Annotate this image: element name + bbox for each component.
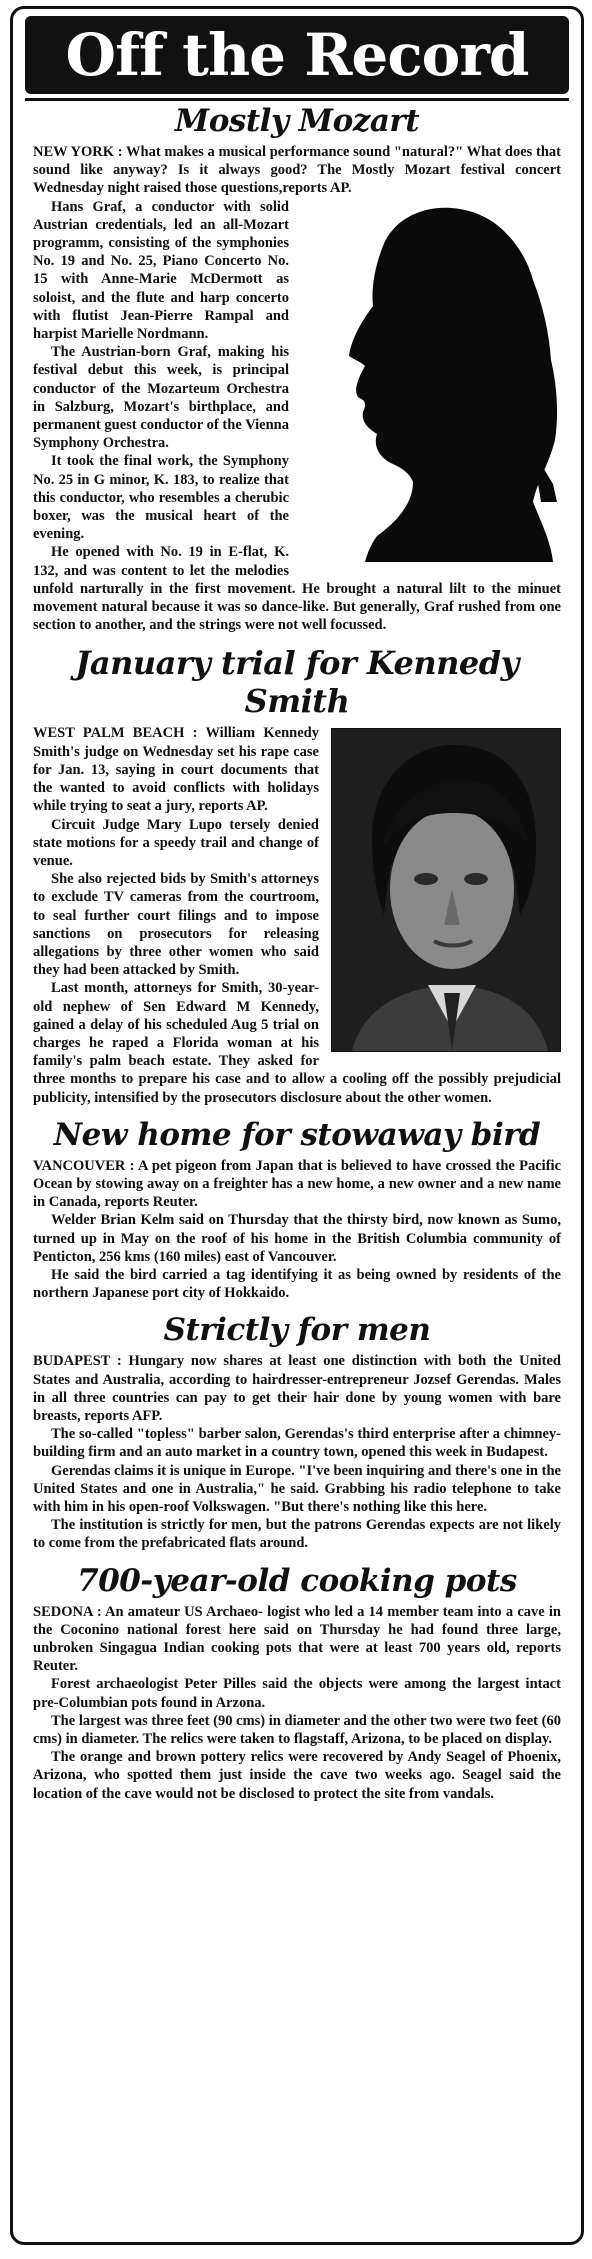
headline: Strictly for men [163,1312,431,1349]
story-strictly-for-men [33,1312,561,1552]
paragraph: He said the bird carried a tag identifying it as being owned by residents of the northern Japanese port city of Hokkaido. [33,1266,561,1302]
paragraph: He opened with No. 19 in E-flat, K. 132, and was content to let the melodies unfold narturally in the first movement. He brought a natural lilt to the minuet movement natural because it was so dance-like. But generally, Graf rushed from one section to another, and the strings were not well focussed. [33,544,561,634]
story-kennedy-smith [33,644,561,1106]
paragraph: SEDONA : An amateur US Archaeo- logist who led a 14 member team into a cave in the Coconino national forest here said on Thursday he had found three large, unbroken Singagua Indian cooking pots that were at least 700 years old, reports Reuter. [33,1603,561,1675]
paragraph: The institution is strictly for men, but the patrons Gerendas expects are not likely to come from the prefabricated flats around. [33,1517,561,1552]
masthead-rule [25,98,569,101]
paragraph: Hans Graf, a conductor with solid Austrian credentials, led an all-Mozart programm, consisting of the symphonies No. 19 and No. 25, Piano Concerto No. 15 with Anne-Marie McDermott as soloist, and the flute and harp concerto with flutist Jean-Pierre Rampal and harpist Marielle Nordmann. [33,198,289,343]
paragraph: VANCOUVER : A pet pigeon from Japan that is believed to have crossed the Pacific Ocean by stowing away on a freighter has a new home, a new owner and a new name in Canada, reports Reuter. [33,1157,561,1211]
paragraph: Forest archaeologist Peter Pilles said the objects were among the largest intact pre-Columbian pots found in Arzona. [33,1676,561,1711]
paragraph: WEST PALM BEACH : William Kennedy Smith's judge on Wednesday set his rape case for Jan. 13, saying in court documents that the wanted to avoid conflicts with holidays while trying to seat a jury, reports AP. [33,725,319,815]
paragraph: She also rejected bids by Smith's attorneys to exclude TV cameras from the courtroom, to seal further court filings and to impose sanctions on prosecutors for releasing allegations by three other women who said they had been attacked by Smith. [33,871,319,979]
paragraph: NEW YORK : What makes a musical performance sound "natural?" What does that sound like anyway? Is it always good? The Mostly Mozart festival concert Wednesday night raised those questions,reports AP. [33,144,561,197]
paragraph: The so-called "topless" barber salon, Gerendas's third enterprise after a chimney-building firm and an auto market in a country town, opened this week in Budapest. [33,1426,561,1461]
paragraph: Last month, attorneys for Smith, 30-year-old nephew of Sen Edward M Kennedy, gained a delay of his scheduled Aug 5 trial on charges he raped a Florida woman at his family's palm beach estate. They asked for three months to prepare his case and to allow a cooling off the possibly prejudicial publicity, intensified by the prosecutors disclosure about the other women. [33,980,561,1106]
story-mostly-mozart [33,103,561,634]
article-column [13,103,581,1803]
paragraph: Circuit Judge Mary Lupo tersely denied state motions for a speedy trail and change of venue. [33,816,319,869]
headline: 700-year-old cooking pots [77,1562,517,1599]
paragraph: The largest was three feet (90 cms) in diameter and the other two were two feet (60 cms) in diameter. The relics were taken to flagstaff, Arizona, to be placed on display. [33,1712,561,1748]
newspaper-page [10,6,584,2245]
story-stowaway-bird [33,1117,561,1303]
paragraph: It took the final work, the Symphony No. 25 in G minor, K. 183, to realize that this conductor, who resembles a cherubic boxer, was the musical heart of the evening. [33,453,289,543]
masthead-title: Off the Record [65,21,529,89]
masthead-banner [25,16,569,94]
headline: January trial for Kennedy Smith [75,644,519,721]
headline: Mostly Mozart [174,103,420,139]
story-cooking-pots [33,1563,561,1803]
paragraph: BUDAPEST : Hungary now shares at least one distinction with both the United States and Australia, according to hairdresser-entrepreneur Jozsef Gerendas. Males in all three countries can pay to get their hair done by young women with bare breasts, reports AFP. [33,1353,561,1424]
headline: New home for stowaway bird [53,1116,541,1153]
paragraph: The Austrian-born Graf, making his festival debut this week, is principal conductor of the Mozarteum Orchestra in Salzburg, Mozart's birthplace, and permanent guest conductor of the Vienna Symphony Orchestra. [33,344,289,452]
mozart-silhouette-icon [301,202,561,562]
mozart-silhouette-image [301,202,561,566]
paragraph: The orange and brown pottery relics were recovered by Andy Seagel of Phoenix, Arizona, who spotted them just inside the cave two weeks ago. Seagel said the location of the cave would not be disclosed to protect the site from vandals. [33,1749,561,1802]
paragraph: Welder Brian Kelm said on Thursday that the thirsty bird, now known as Sumo, turned up in May on the roof of his home in the British Columbia community of Penticton, 256 kms (160 miles) east of Vancouver. [33,1212,561,1265]
portrait-photo-icon [332,729,560,1051]
kennedy-smith-photo [331,728,561,1052]
paragraph: Gerendas claims it is unique in Europe. "I've been inquiring and there's one in the United States and one in Australia," he said. Grabbing his radio telephone to take with him in his open-roof Volkswagen. "But there's nothing like this here. [33,1462,561,1515]
